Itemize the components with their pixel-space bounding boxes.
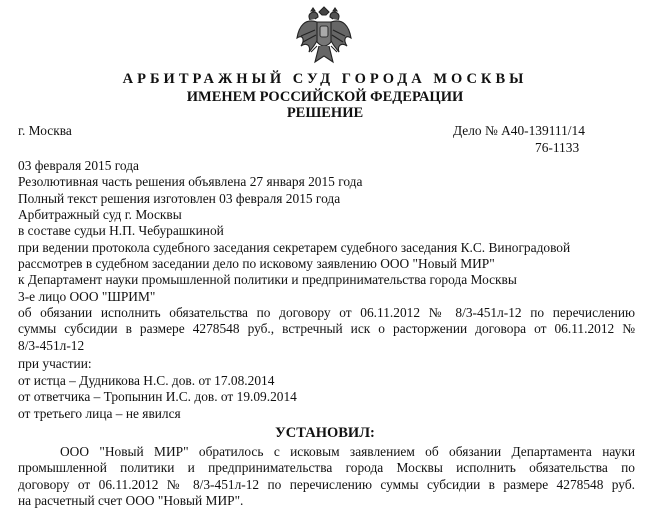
established-heading: УСТАНОВИЛ: [275, 425, 375, 441]
plaintiff-rep-line: от истца – Дудникова Н.С. дов. от 17.08.2014 [18, 373, 275, 388]
decision-date: 03 февраля 2015 года [18, 158, 139, 173]
document-type-heading: РЕШЕНИЕ [286, 105, 364, 121]
claim-line: рассмотрев в судебном заседании дело по исковому заявлению ООО "Новый МИР" [18, 256, 495, 271]
city-text: г. Москва [18, 123, 72, 138]
case-number-suffix-text: 76-1133 [535, 140, 580, 155]
operative-part-date: Резолютивная часть решения объявлена 27 января 2015 года [18, 174, 363, 189]
court-line: Арбитражный суд г. Москвы [18, 207, 182, 222]
participation-label: при участии: [18, 356, 92, 371]
established-line-2: промышленной политики и предпринимательства города Москвы исполнить обязательства по [18, 460, 635, 475]
subject-line-3: 8/3-451л-12 [18, 338, 85, 353]
coat-of-arms-emblem [295, 6, 353, 68]
defendant-rep-line: от ответчика – Тропынин И.С. дов. от 19.09.2014 [18, 389, 297, 404]
secretary-line: при ведении протокола судебного заседания секретарем судебного заседания К.С. Виноградовой [18, 240, 571, 255]
established-line-4: на расчетный счет ООО "Новый МИР". [18, 493, 244, 508]
third-party-rep-line: от третьего лица – не явился [18, 406, 181, 421]
in-name-heading: ИМЕНЕМ РОССИЙСКОЙ ФЕДЕРАЦИИ [186, 89, 464, 105]
established-line-1: ООО "Новый МИР" обратилось с исковым заявлением об обязании Департамента науки [60, 444, 635, 459]
defendant-line: к Департамент науки промышленной политики и предпринимательства города Москвы [18, 272, 517, 287]
subject-line-2: суммы субсидии в размере 4278548 руб., встречный иск о расторжении договора от 06.11.2012 № [18, 321, 635, 336]
third-party-line: 3-е лицо ООО "ШРИМ" [18, 289, 156, 304]
court-name-heading: АРБИТРАЖНЫЙ СУД ГОРОДА МОСКВЫ [122, 71, 528, 87]
judge-line: в составе судьи Н.П. Чебурашкиной [18, 223, 224, 238]
full-text-date: Полный текст решения изготовлен 03 февраля 2015 года [18, 191, 341, 206]
established-line-3: договору от 06.11.2012 № 8/3-451л-12 по перечислению суммы субсидии в размере 4278548 руб. [18, 477, 635, 492]
case-number-text: Дело № А40-139111/14 [453, 123, 585, 138]
subject-line-1: об обязании исполнить обязательства по договору от 06.11.2012 № 8/3-451л-12 по перечислению [18, 305, 635, 320]
